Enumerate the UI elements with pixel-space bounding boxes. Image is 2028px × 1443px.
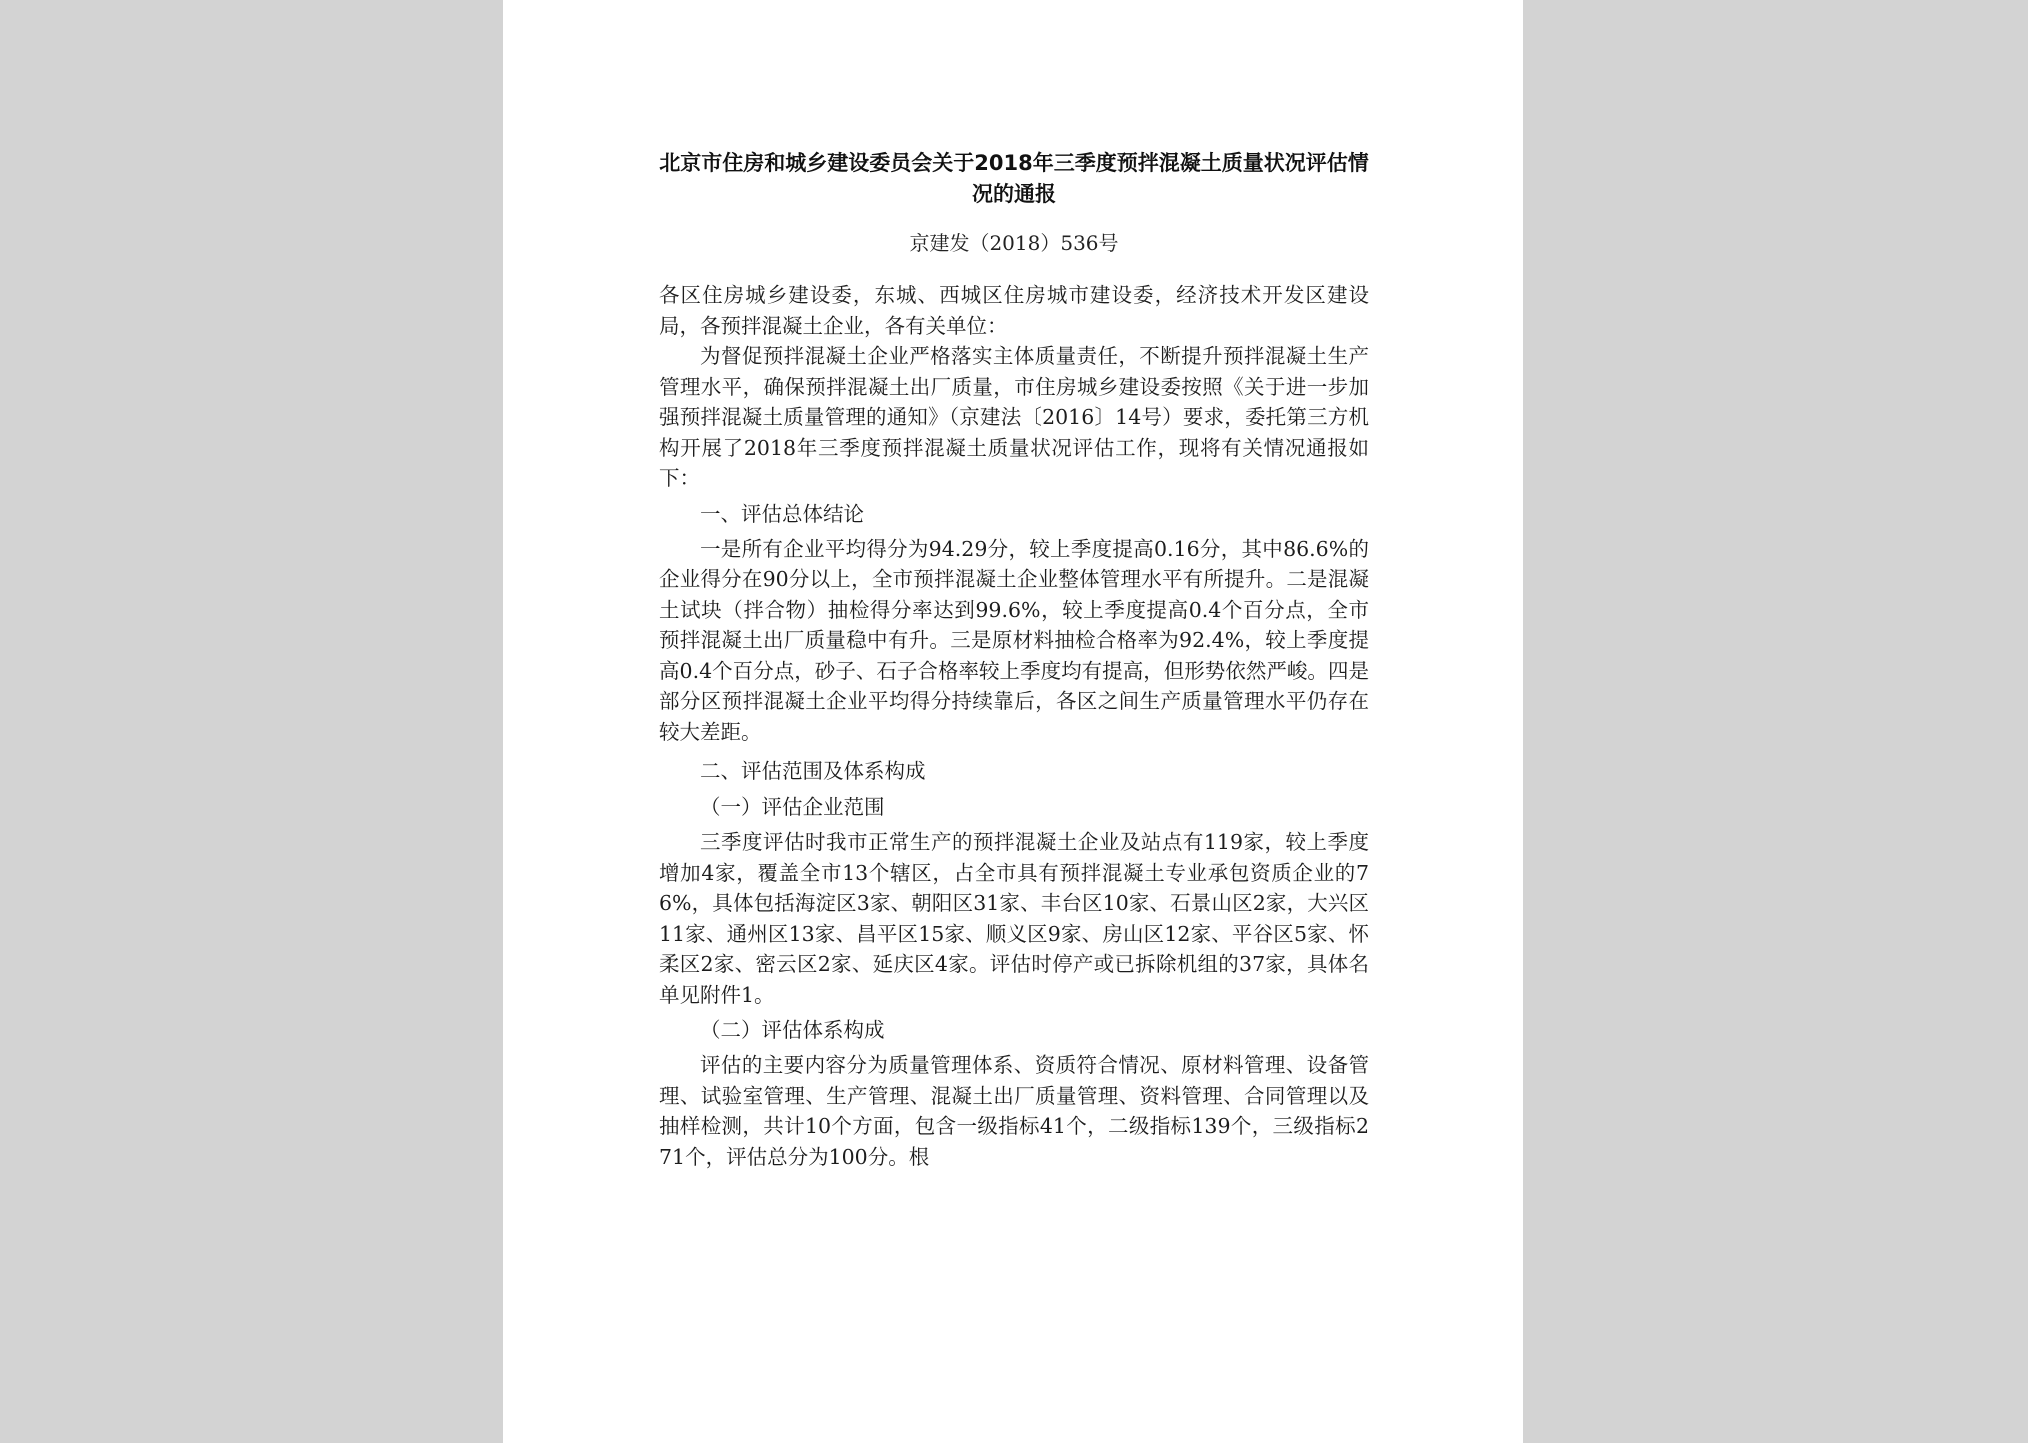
subsection-1-body: 三季度评估时我市正常生产的预拌混凝土企业及站点有119家，较上季度增加4家，覆盖全市13个辖区，占全市具有预拌混凝土专业承包资质企业的76%，具体包括海淀区3家、朝阳区31家、丰台区10家、石景山区2家，大兴区11家、通州区13家、昌平区15家、顺义区9家、房山区12家、平谷区5家、怀柔区2家、密云区2家、延庆区4家。评估时停产或已拆除机组的37家，具体名单见附件1。 (659, 830, 1369, 1007)
section-2-heading: 二、评估范围及体系构成 (700, 759, 926, 783)
document-number: 京建发（2018）536号 (909, 231, 1119, 255)
intro-paragraph: 为督促预拌混凝土企业严格落实主体质量责任，不断提升预拌混凝土生产管理水平，确保预拌混凝土出厂质量，市住房城乡建设委按照《关于进一步加强预拌混凝土质量管理的通知》（京建法〔2016〕14号）要求，委托第三方机构开展了2018年三季度预拌混凝土质量状况评估工作，现将有关情况通报如下： (659, 344, 1369, 490)
document-title: 北京市住房和城乡建设委员会关于2018年三季度预拌混凝土质量状况评估情况的通报 (659, 151, 1369, 206)
section-1-heading: 一、评估总体结论 (700, 501, 864, 526)
addressees: 各区住房城乡建设委，东城、西城区住房城市建设委，经济技术开发区建设局，各预拌混凝土企业，各有关单位： (659, 283, 1369, 338)
subsection-1-heading: （一）评估企业范围 (700, 795, 885, 819)
document-content (659, 148, 1369, 1172)
subsection-2-body: 评估的主要内容分为质量管理体系、资质符合情况、原材料管理、设备管理、试验室管理、生产管理、混凝土出厂质量管理、资料管理、合同管理以及抽样检测，共计10个方面，包含一级指标41个，二级指标139个，三级指标271个，评估总分为100分。根 (659, 1053, 1369, 1169)
document-page (503, 0, 1523, 1443)
section-1-body: 一是所有企业平均得分为94.29分，较上季度提高0.16分，其中86.6%的企业得分在90分以上，全市预拌混凝土企业整体管理水平有所提升。二是混凝土试块（拌合物）抽检得分率达到99.6%，较上季度提高0.4个百分点，全市预拌混凝土出厂质量稳中有升。三是原材料抽检合格率为92.4%，较上季度提高0.4个百分点，砂子、石子合格率较上季度均有提高，但形势依然严峻。四是部分区预拌混凝土企业平均得分持续靠后，各区之间生产质量管理水平仍存在较大差距。 (659, 536, 1369, 744)
subsection-2-heading: （二）评估体系构成 (700, 1018, 885, 1042)
